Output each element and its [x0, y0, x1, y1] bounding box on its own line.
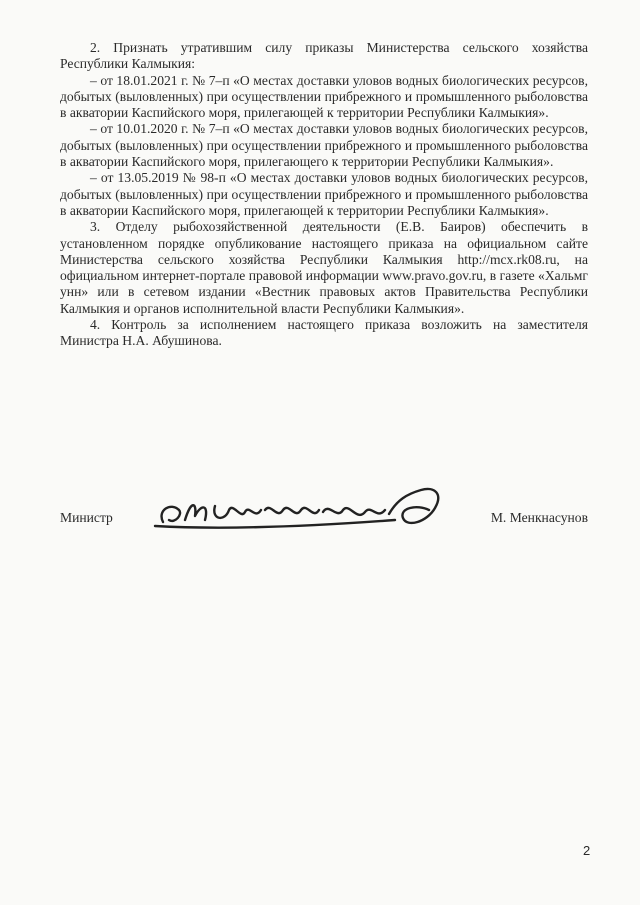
- signatory-name: М. Менкнасунов: [490, 510, 588, 525]
- handwritten-signature: [145, 480, 465, 540]
- signature-block: [60, 480, 588, 540]
- repeal-item-2020: – от 10.01.2020 г. № 7–п «О местах доставки уловов водных биологических ресурсов, добытых (выловленных) при осуществлении прибрежного и промышленного рыболовства в акватории Каспийского моря, прилегающего к территории Республики Калмыкия».: [60, 121, 588, 170]
- paragraph-2: 2. Признать утратившим силу приказы Министерства сельского хозяйства Республики Калмыкия:: [60, 40, 588, 72]
- document-body: [60, 40, 588, 350]
- repeal-item-2021: – от 18.01.2021 г. № 7–п «О местах доставки уловов водных биологических ресурсов, добытых (выловленных) при осуществлении прибрежного и промышленного рыболовства в акватории Каспийского моря, прилегающей к территории Республики Калмыкия».: [60, 72, 588, 121]
- page-number: 2: [583, 843, 591, 858]
- signatory-title: Министр: [60, 510, 113, 525]
- repeal-item-2019: – от 13.05.2019 № 98-п «О местах доставки уловов водных биологических ресурсов, добытых (выловленных) при осуществлении прибрежного и промышленного рыболовства в акватории Каспийского моря, прилегающей к территории Республики Калмыкия».: [60, 170, 588, 218]
- paragraph-3: 3. Отделу рыбохозяйственной деятельности (Е.В. Баиров) обеспечить в установленном порядке опубликование настоящего приказа на официальном сайте Министерства сельского хозяйства Республики Калмыкия http://mcx.rk08.ru, на официальном интернет-портале правовой информации www.pravo.gov.ru, в газете «Хальмг унн» или в сетевом издании «Вестник правовых актов Правительства Республики Калмыкия и органов исполнительной власти Республики Калмыкия».: [60, 219, 588, 316]
- paragraph-4: 4. Контроль за исполнением настоящего приказа возложить на заместителя Министра Н.А. Абушинова.: [60, 317, 588, 349]
